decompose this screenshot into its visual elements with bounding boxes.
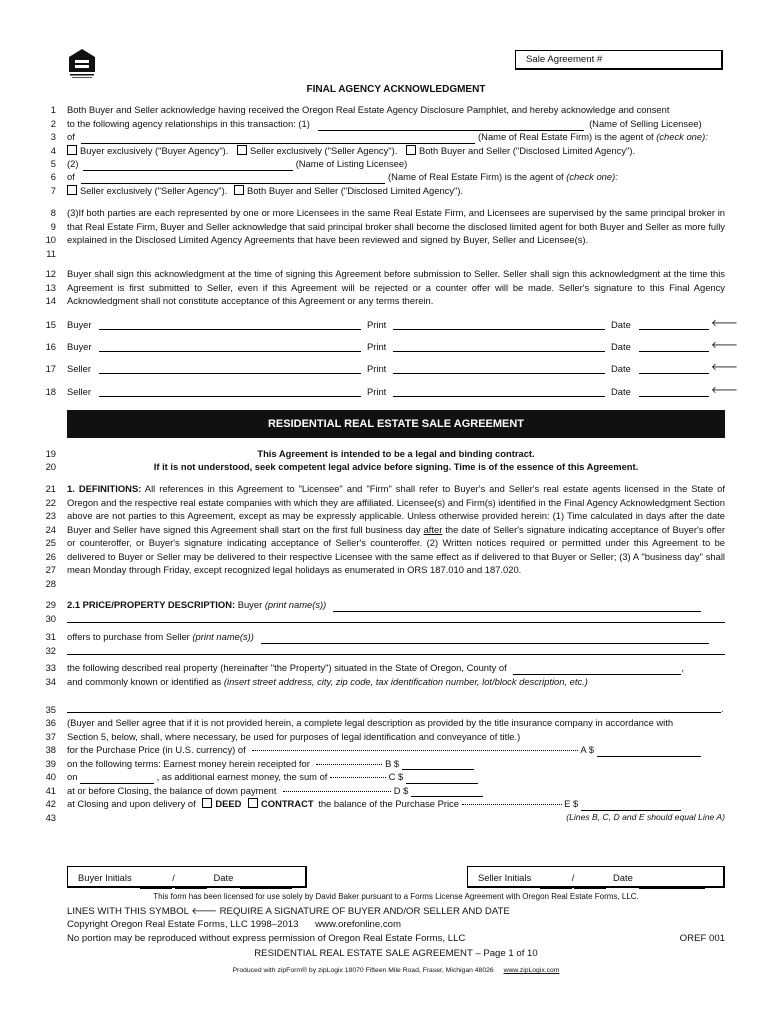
line-a-label: A $ bbox=[580, 744, 594, 755]
signature-label: Seller bbox=[67, 386, 91, 397]
ziplogix-link[interactable]: www.zipLogix.com bbox=[503, 967, 560, 974]
signature-label: Buyer bbox=[67, 341, 92, 352]
print-names-label: (print name(s)) bbox=[192, 631, 254, 642]
earnest-money-field[interactable] bbox=[402, 759, 474, 770]
selling-licensee-field[interactable] bbox=[318, 120, 584, 131]
agency-line-3 bbox=[67, 130, 725, 144]
county-field[interactable] bbox=[513, 664, 681, 675]
seller-initials-field-2[interactable] bbox=[574, 875, 606, 889]
license-notice: This form has been licensed for use solely by David Baker pursuant to a Forms License Agreement with Oregon Real Estate Forms, LLC. bbox=[153, 892, 639, 901]
producer-line bbox=[67, 965, 725, 977]
print-label: Print bbox=[367, 386, 387, 397]
buyer-initials-date-label: Date bbox=[213, 872, 234, 883]
date-field[interactable] bbox=[639, 341, 709, 352]
earnest-money-line bbox=[67, 757, 725, 771]
signature-row bbox=[67, 385, 738, 399]
page-indicator: RESIDENTIAL REAL ESTATE SALE AGREEMENT – Page 1 of 10 bbox=[254, 948, 538, 959]
legal-description-note: (Buyer and Seller agree that if it is not provided herein, a complete legal description as provided by the title insurance company in accordance with bbox=[67, 717, 674, 728]
line-number: 38 bbox=[45, 744, 56, 755]
buyer-initials-field-2[interactable] bbox=[175, 875, 207, 889]
agency-line-text: of bbox=[67, 131, 75, 142]
buyer-initials-label: Buyer Initials bbox=[78, 872, 132, 883]
symbol-legend bbox=[67, 906, 510, 918]
line-b-label: B $ bbox=[385, 757, 400, 769]
print-label: Print bbox=[367, 363, 387, 374]
check-one-label: (check one): bbox=[566, 171, 618, 182]
line-number: 10 bbox=[45, 234, 56, 245]
print-name-field[interactable] bbox=[393, 386, 605, 397]
listing-licensee-field[interactable] bbox=[83, 160, 293, 171]
print-names-label: (print name(s)) bbox=[264, 599, 327, 610]
buyer-name-field[interactable] bbox=[333, 601, 701, 612]
date-label: Date bbox=[611, 341, 631, 352]
seller-exclusive-checkbox[interactable] bbox=[237, 145, 247, 155]
website-link[interactable]: www.orefonline.com bbox=[315, 919, 401, 930]
date-label: Date bbox=[611, 319, 631, 330]
date-field[interactable] bbox=[639, 363, 709, 374]
slash: / bbox=[571, 872, 575, 883]
slash: / bbox=[172, 872, 175, 883]
line-number: 24 bbox=[45, 523, 56, 535]
line-number: 40 bbox=[45, 771, 56, 782]
intro-line: This Agreement is intended to be a legal and binding contract. bbox=[257, 448, 535, 459]
seller-signature-field[interactable] bbox=[99, 386, 361, 397]
additional-earnest-label: , as additional earnest money, the sum of bbox=[156, 771, 328, 782]
purchase-price-field[interactable] bbox=[597, 746, 701, 757]
selling-licensee-label: (Name of Selling Licensee) bbox=[589, 118, 702, 129]
buyer-initials-box[interactable] bbox=[67, 866, 307, 888]
signature-arrow-icon: 🡐 bbox=[711, 318, 738, 329]
contract-checkbox[interactable] bbox=[248, 798, 258, 808]
signature-label: Buyer bbox=[67, 319, 92, 330]
symbol-legend-text: LINES WITH THIS SYMBOL bbox=[67, 906, 189, 917]
seller-name-field[interactable] bbox=[261, 633, 709, 644]
agency-line-6 bbox=[67, 170, 725, 184]
page-title: FINAL AGENCY ACKNOWLEDGMENT bbox=[306, 84, 486, 95]
print-name-field[interactable] bbox=[393, 341, 605, 352]
line-number: 28 bbox=[45, 577, 56, 589]
selling-firm-field[interactable] bbox=[81, 133, 475, 144]
line-number: 20 bbox=[45, 461, 56, 472]
line-number: 2 bbox=[50, 118, 56, 129]
both-parties-checkbox[interactable] bbox=[406, 145, 416, 155]
buyer-initials-date-field[interactable] bbox=[240, 875, 292, 889]
print-label: Print bbox=[367, 319, 387, 330]
agency-line-7 bbox=[67, 184, 725, 198]
line-number: 32 bbox=[45, 644, 56, 656]
deed-checkbox[interactable] bbox=[202, 798, 212, 808]
earnest-money-label: on the following terms: Earnest money herein receipted for bbox=[67, 757, 310, 769]
signature-arrow-icon: 🡐 bbox=[711, 340, 738, 351]
line-number: 8 bbox=[50, 207, 56, 218]
line-number: 29 bbox=[45, 599, 56, 610]
sale-agreement-label: Sale Agreement # bbox=[526, 54, 603, 65]
intro-line: If it is not understood, seek competent legal advice before signing. Time is of the essence of this Agreement. bbox=[153, 461, 639, 472]
line-number: 21 bbox=[45, 483, 56, 494]
additional-earnest-date-field[interactable] bbox=[80, 773, 154, 784]
price-heading: 2.1 PRICE/PROPERTY DESCRIPTION: bbox=[67, 599, 236, 610]
balance-label: the balance of the Purchase Price bbox=[318, 798, 459, 809]
line-e-label: E $ bbox=[564, 798, 579, 809]
form-id: OREF 001 bbox=[679, 933, 725, 944]
seller-exclusive-label: Seller exclusively ("Seller Agency"). bbox=[80, 185, 228, 196]
dot-leader bbox=[462, 804, 562, 805]
contract-label: CONTRACT bbox=[261, 798, 314, 809]
property-instructions: (insert street address, city, zip code, tax identification number, lot/block description, etc.) bbox=[223, 675, 588, 687]
offers-to-label: offers to purchase from Seller bbox=[67, 631, 190, 642]
line-number: 22 bbox=[45, 496, 56, 508]
balance-field[interactable] bbox=[581, 800, 681, 811]
line-number: 18 bbox=[45, 386, 56, 397]
line-number: 13 bbox=[45, 281, 56, 293]
producer-text: Produced with zipForm® by zipLogix 18070 Fifteen Mile Road, Fraser, Michigan 48026 bbox=[232, 967, 494, 974]
line-d-label: D $ bbox=[393, 784, 409, 796]
line-number: 26 bbox=[45, 550, 56, 562]
line-number: 39 bbox=[45, 757, 56, 769]
additional-earnest-field[interactable] bbox=[406, 773, 478, 784]
line-number: 16 bbox=[45, 341, 56, 352]
seller-initials-date-label: Date bbox=[612, 872, 633, 883]
line-number: 23 bbox=[45, 510, 56, 521]
line-number: 34 bbox=[45, 675, 56, 687]
date-field[interactable] bbox=[639, 319, 709, 330]
on-label: on bbox=[67, 771, 78, 782]
buyer-exclusive-label: Buyer exclusively ("Buyer Agency"). bbox=[80, 145, 229, 156]
price-buyer-label: Buyer bbox=[237, 599, 263, 610]
line-number: 43 bbox=[45, 811, 56, 823]
price-line-29 bbox=[67, 598, 725, 612]
date-label: Date bbox=[611, 386, 631, 397]
definitions-text: the date of Seller's signature indicating acceptance of Buyer's offer or counteroffer, or Buyer's signature indicating acceptance of Seller's counteroffer. (2) Written notices required or permitted under this Agreement to be delivered to Buyer or Seller may be delivered to their respective Licensee with the same effect as if delivered to that Buyer or Seller; (3) A "business day" shall mean Monday through Friday, except recognized legal holidays as enumerated in ORS 187.010 and 187.020. bbox=[67, 523, 725, 575]
agency-paragraph-line: Both Buyer and Seller acknowledge having received the Oregon Real Estate Agency Disclosure Pamphlet, and hereby acknowledge and consent bbox=[67, 104, 670, 115]
seller-initials-box[interactable] bbox=[467, 866, 725, 888]
down-payment-field[interactable] bbox=[411, 786, 483, 797]
line-number: 27 bbox=[45, 564, 56, 575]
both-parties-label: Both Buyer and Seller ("Disclosed Limited Agency"). bbox=[246, 185, 464, 196]
buyer-signature-field[interactable] bbox=[99, 319, 361, 330]
section-banner: RESIDENTIAL REAL ESTATE SALE AGREEMENT bbox=[67, 410, 725, 438]
buyer-exclusive-checkbox[interactable] bbox=[67, 145, 77, 155]
dot-leader bbox=[330, 777, 386, 778]
line-number: 33 bbox=[45, 662, 56, 673]
signature-row bbox=[67, 318, 738, 332]
line-number: 12 bbox=[45, 268, 56, 279]
agency-line-2 bbox=[67, 117, 725, 131]
print-label: Print bbox=[367, 341, 387, 352]
line-number: 37 bbox=[45, 730, 56, 742]
dot-leader bbox=[316, 764, 382, 765]
seller-line-31 bbox=[67, 630, 725, 644]
listing-firm-label: (Name of Real Estate Firm) is the agent of bbox=[388, 171, 564, 182]
signing-instructions-paragraph: Buyer shall sign this acknowledgment at the time of signing this Agreement before submission to Seller. Seller shall sign this acknowledgment at the time this Agreement is first submitted to Seller, even if this Agreement will be rejected or a counter offer will be made. Seller's signature to this Final Agency Acknowledgment shall not constitute acceptance of this Agreement or any terms therein. bbox=[67, 268, 725, 306]
dot-leader bbox=[283, 791, 391, 792]
definitions-paragraph bbox=[67, 482, 725, 577]
disclosed-limited-agency-paragraph: (3)If both parties are each represented by one or more Licensees in the same Real Estate Firm, and Licensees are supervised by the same principal broker in that Real Estate Firm, Buyer and Seller acknowledge that said principal broker shall become the disclosed limited agent for both Buyer and Seller as more fully explained in the Disclosed Limited Agency Agreements that have been reviewed and signed by Buyer, Seller and Licensee(s). bbox=[67, 207, 725, 245]
line-number: 3 bbox=[50, 131, 56, 142]
seller-exclusive-label: Seller exclusively ("Seller Agency"). bbox=[250, 145, 398, 156]
agency-line-text: (2) bbox=[67, 158, 79, 169]
print-name-field[interactable] bbox=[393, 319, 605, 330]
symbol-legend-text: REQUIRE A SIGNATURE OF BUYER AND/OR SELLER AND DATE bbox=[219, 906, 510, 917]
line-number: 7 bbox=[50, 185, 56, 196]
purchase-price-line bbox=[67, 743, 725, 757]
punctuation: , bbox=[681, 662, 684, 673]
line-number: 41 bbox=[45, 784, 56, 796]
line-c-label: C $ bbox=[388, 771, 404, 782]
date-field[interactable] bbox=[639, 386, 709, 397]
line-number: 35 bbox=[45, 704, 56, 715]
property-text: and commonly known or identified as bbox=[67, 675, 222, 687]
listing-firm-field[interactable] bbox=[81, 173, 385, 184]
down-payment-label: at or before Closing, the balance of down payment bbox=[67, 784, 277, 796]
signature-arrow-icon: 🡐 bbox=[191, 906, 217, 917]
buyer-signature-field[interactable] bbox=[99, 341, 361, 352]
line-number: 31 bbox=[45, 631, 56, 642]
line-number: 30 bbox=[45, 612, 56, 624]
legal-description-note: Section 5, below, shall, where necessary, be used for purposes of legal identification and conveyance of title.) bbox=[67, 730, 521, 742]
line-number: 1 bbox=[50, 104, 56, 115]
line-number: 15 bbox=[45, 319, 56, 330]
copyright-line bbox=[67, 919, 401, 931]
agency-line-5 bbox=[67, 157, 725, 171]
signature-label: Seller bbox=[67, 363, 91, 374]
dot-leader bbox=[252, 750, 578, 751]
check-one-label: (check one): bbox=[656, 131, 708, 142]
property-line-33 bbox=[67, 661, 725, 675]
definitions-text: All references in this Agreement to "Licensee" and "Firm" shall refer to Buyer's and Seller's real estate agents licensed in the State of Oregon and the respective real estate companies with which they are affiliated. Licensee(s) and Firm(s) identified in the Final Agency Acknowledgment Section above are not parties to this Agreement, except as may be expressly applicable. Unless otherwise provided herein: (1) Time calculated in days after the date Buyer and Seller have signed this Agreement shall start on the first full business day bbox=[67, 483, 726, 535]
signature-row bbox=[67, 340, 738, 354]
buyer-name-field-2[interactable] bbox=[67, 612, 725, 623]
line-number: 17 bbox=[45, 363, 56, 374]
line-number: 9 bbox=[50, 220, 56, 232]
line-number: 5 bbox=[50, 158, 56, 169]
punctuation: . bbox=[721, 703, 724, 714]
line-number: 6 bbox=[50, 171, 56, 182]
both-parties-label: Both Buyer and Seller ("Disclosed Limited Agency"). bbox=[418, 145, 636, 156]
down-payment-line bbox=[67, 784, 725, 798]
seller-initials-label: Seller Initials bbox=[478, 872, 532, 883]
seller-initials-field-1[interactable] bbox=[540, 875, 572, 889]
property-line-34 bbox=[67, 675, 725, 689]
deed-label: DEED bbox=[215, 798, 242, 809]
line-number: 4 bbox=[50, 145, 56, 156]
lines-sum-note: (Lines B, C, D and E should equal Line A) bbox=[566, 811, 725, 822]
signature-arrow-icon: 🡐 bbox=[711, 362, 738, 373]
copyright-text: Copyright Oregon Real Estate Forms, LLC 1998–2013 bbox=[67, 919, 299, 930]
additional-earnest-line bbox=[67, 770, 725, 784]
selling-firm-label: (Name of Real Estate Firm) is the agent of bbox=[478, 131, 654, 142]
both-parties-checkbox-2[interactable] bbox=[234, 185, 244, 195]
property-description-field[interactable] bbox=[67, 702, 721, 713]
reproduction-notice: No portion may be reproduced without express permission of Oregon Real Estate Forms, LLC bbox=[67, 933, 466, 944]
buyer-initials-field-1[interactable] bbox=[140, 875, 172, 889]
date-label: Date bbox=[611, 363, 631, 374]
purchase-price-label: for the Purchase Price (in U.S. currency) of bbox=[67, 744, 246, 755]
sale-agreement-number-box[interactable] bbox=[515, 50, 723, 70]
line-number: 36 bbox=[45, 717, 56, 728]
agency-line-text: to the following agency relationships in this transaction: (1) bbox=[67, 118, 310, 129]
line-number: 19 bbox=[45, 448, 56, 459]
line-number: 25 bbox=[45, 537, 56, 548]
agency-line-text: of bbox=[67, 171, 75, 182]
closing-label: at Closing and upon delivery of bbox=[67, 798, 196, 809]
line-number: 14 bbox=[45, 295, 56, 306]
agency-line-4 bbox=[67, 144, 725, 158]
definitions-after: after bbox=[423, 523, 443, 535]
signature-arrow-icon: 🡐 bbox=[711, 385, 738, 396]
seller-initials-date-field[interactable] bbox=[639, 875, 705, 889]
property-text: the following described real property (hereinafter "the Property") situated in the State of Oregon, County of bbox=[67, 662, 507, 673]
signature-row bbox=[67, 362, 738, 376]
print-name-field[interactable] bbox=[393, 363, 605, 374]
definitions-heading: 1. DEFINITIONS: bbox=[67, 483, 142, 494]
seller-name-field-2[interactable] bbox=[67, 644, 725, 655]
line-number: 42 bbox=[45, 798, 56, 809]
seller-exclusive-checkbox-2[interactable] bbox=[67, 185, 77, 195]
listing-licensee-label: (Name of Listing Licensee) bbox=[295, 158, 408, 169]
line-number: 11 bbox=[46, 247, 56, 259]
balance-line bbox=[67, 797, 725, 811]
equal-housing-icon bbox=[67, 48, 97, 80]
seller-signature-field[interactable] bbox=[99, 363, 361, 374]
